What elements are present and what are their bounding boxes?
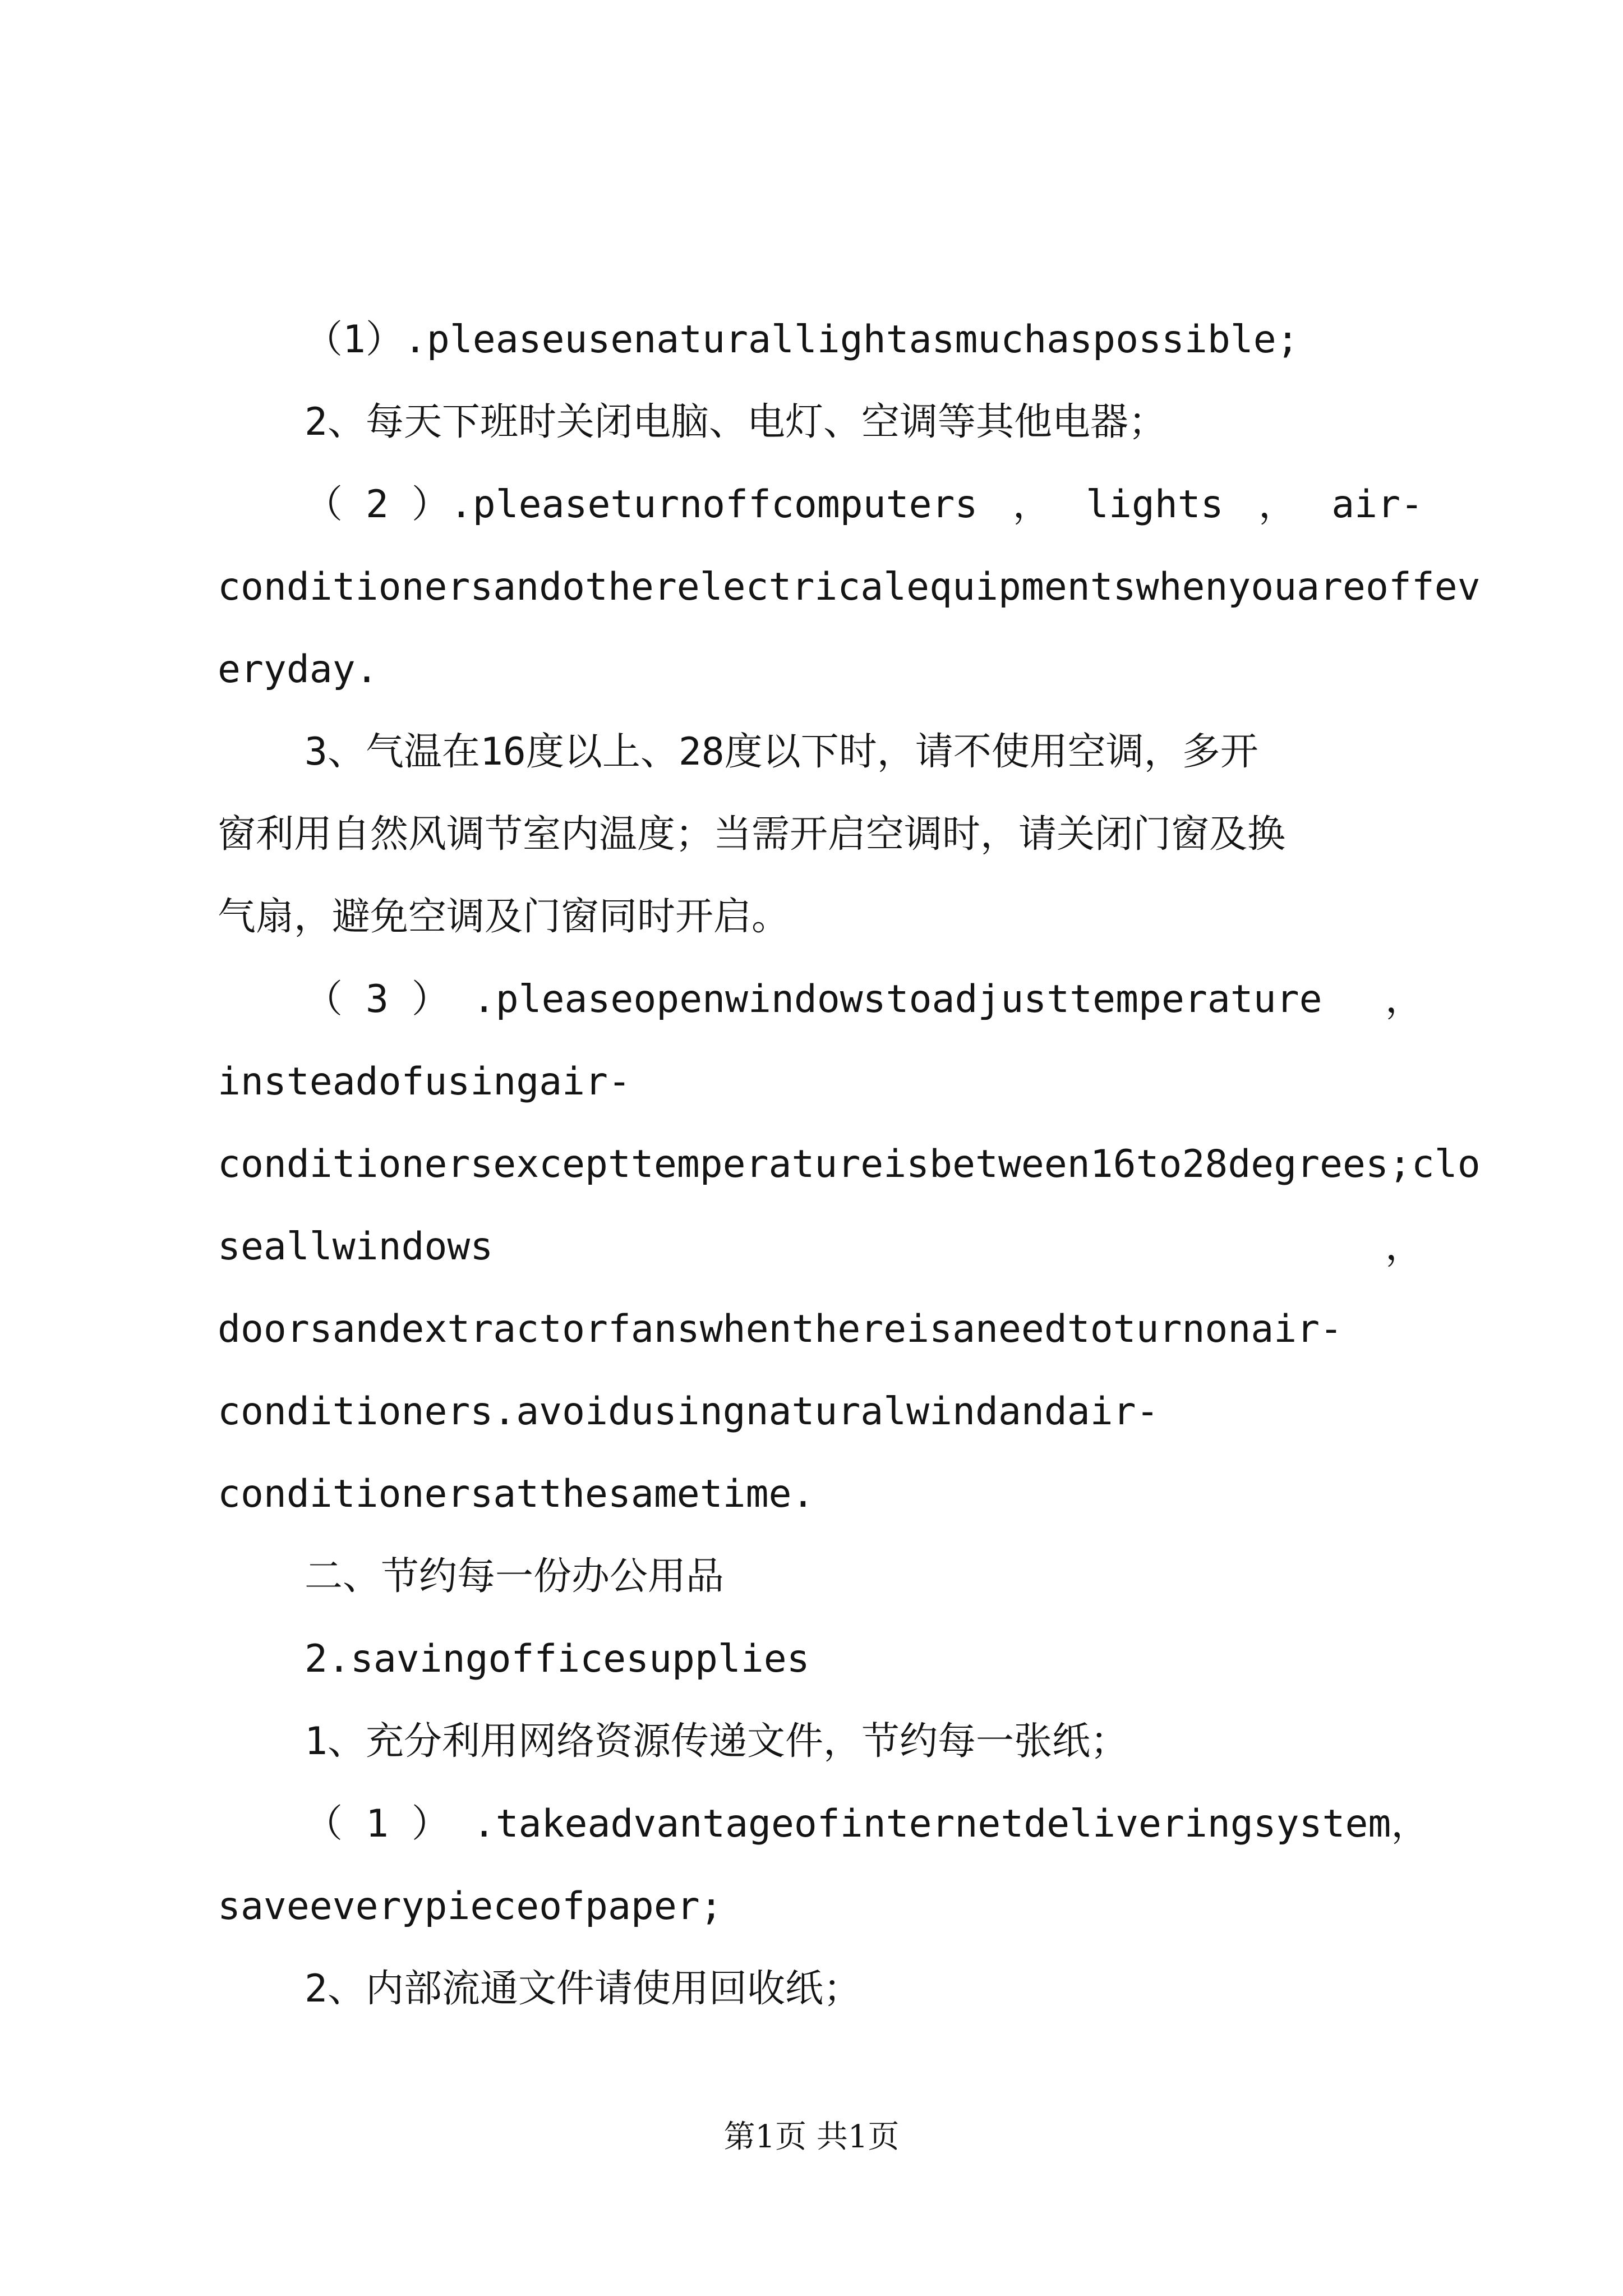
line-segment: lights <box>1086 482 1224 527</box>
line-segment: ， <box>1012 482 1051 527</box>
paragraph-line: 2、内部流通文件请使用回收纸； <box>305 1967 861 2011</box>
section-heading: 2.savingofficesupplies <box>305 1637 810 1681</box>
section-heading: 二、节约每一份办公用品 <box>305 1554 725 1599</box>
page-number-footer: 第1页 共1页 <box>723 2119 900 2155</box>
paragraph-line: （1）.pleaseusenaturallightasmuchaspossible; <box>305 318 1299 362</box>
line-segment: ， <box>1391 1802 1430 1846</box>
paragraph-line <box>218 1783 1430 1865</box>
line-segment: ， <box>1258 482 1297 527</box>
paragraph-line: conditionersandotherelectricalequipmentswhenyouareoffev <box>218 565 1481 609</box>
line-segment: （ 3 ） .pleaseopenwindowstoadjusttemperature <box>305 977 1322 1022</box>
paragraph-line: insteadofusingair- <box>218 1060 631 1104</box>
paragraph-line: eryday. <box>218 647 379 692</box>
line-segment: ， <box>1385 977 1423 1022</box>
paragraph-line: 气扇，避免空调及门窗同时开启。 <box>218 895 790 939</box>
paragraph-line <box>218 463 1423 546</box>
line-segment: air- <box>1331 482 1423 527</box>
paragraph-line: conditionersatthesametime. <box>218 1472 815 1516</box>
line-segment: seallwindows <box>218 1225 494 1269</box>
paragraph-line: conditionersexcepttemperatureisbetween16to28degrees;clo <box>218 1142 1481 1186</box>
line-segment: ， <box>1385 1225 1423 1269</box>
paragraph-line <box>218 1205 1423 1288</box>
line-segment: （ 1 ） .takeadvantageofinternetdeliveringsystem <box>305 1802 1391 1846</box>
paragraph-line: 窗利用自然风调节室内温度；当需开启空调时，请关闭门窗及换 <box>218 812 1286 857</box>
paragraph-line: conditioners.avoidusingnaturalwindandair- <box>218 1389 1159 1434</box>
document-body <box>218 298 1481 2030</box>
paragraph-line: 1、充分利用网络资源传递文件，节约每一张纸； <box>305 1719 1128 1764</box>
paragraph-line <box>218 958 1423 1041</box>
paragraph-line: doorsandextractorfanswhenthereisaneedtoturnonair- <box>218 1307 1343 1351</box>
paragraph-line: 3、气温在16度以上、28度以下时，请不使用空调，多开 <box>305 730 1258 774</box>
paragraph-line: saveeverypieceofpaper; <box>218 1884 723 1929</box>
line-segment: （ 2 ）.pleaseturnoffcomputers <box>305 482 978 527</box>
paragraph-line: 2、每天下班时关闭电脑、电灯、空调等其他电器； <box>305 400 1166 444</box>
